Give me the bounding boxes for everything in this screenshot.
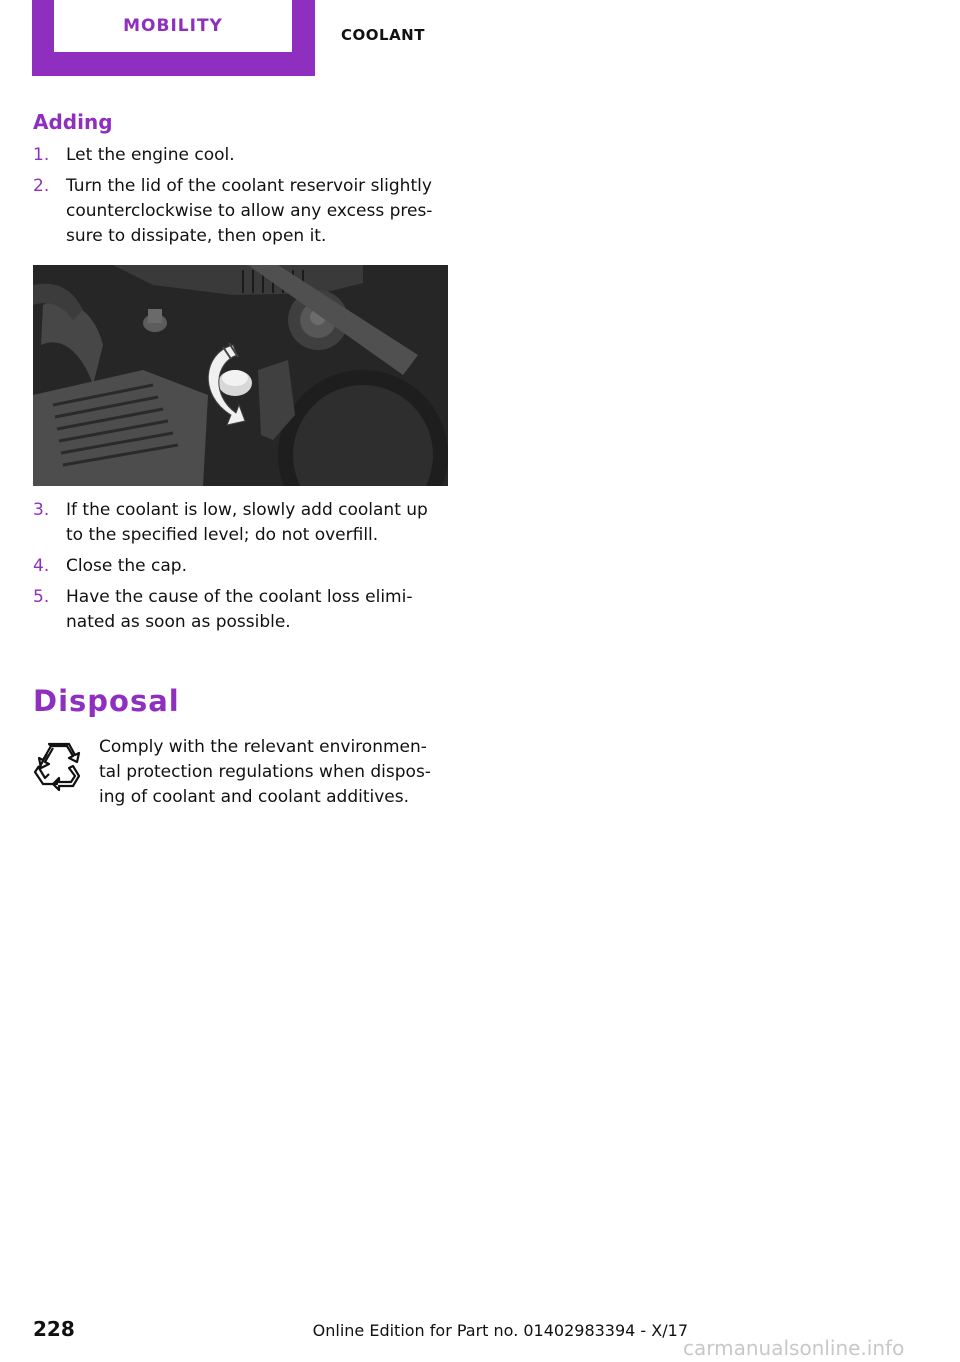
step-number: 1. bbox=[33, 145, 50, 165]
section-heading-disposal: Disposal bbox=[33, 684, 180, 718]
chapter-tab-label: MOBILITY bbox=[123, 16, 223, 36]
steps-list-second bbox=[33, 498, 445, 641]
list-item bbox=[33, 554, 445, 579]
list-item bbox=[33, 498, 445, 548]
step-text: Turn the lid of the coolant reservoir slightly counterclockwise to allow any excess pres‐ sure to dissipate, then open it. bbox=[66, 176, 433, 246]
list-item bbox=[33, 585, 445, 635]
chapter-tab bbox=[32, 0, 315, 76]
step-text: Have the cause of the coolant loss elimi‐ nated as soon as possible. bbox=[66, 587, 413, 632]
step-text: Let the engine cool. bbox=[66, 145, 235, 165]
step-text: Close the cap. bbox=[66, 556, 187, 576]
step-number: 4. bbox=[33, 556, 50, 576]
steps-list-first bbox=[33, 143, 445, 255]
disposal-text: Comply with the relevant environmen‐ tal protection regulations when dispos‐ ing of coolant and coolant additives. bbox=[99, 737, 431, 807]
watermark: carmanualsonline.info bbox=[683, 1336, 905, 1360]
section-heading-adding: Adding bbox=[33, 110, 113, 134]
step-number: 2. bbox=[33, 176, 50, 196]
engine-bay-illustration bbox=[33, 265, 448, 486]
chapter-title: COOLANT bbox=[341, 26, 425, 44]
step-number: 3. bbox=[33, 500, 50, 520]
engine-bay-photo bbox=[33, 265, 448, 486]
footer-edition: Online Edition for Part no. 01402983394 - X/17 bbox=[312, 1321, 688, 1340]
recycle-icon bbox=[33, 740, 85, 792]
step-text: If the coolant is low, slowly add coolant up to the specified level; do not overfill. bbox=[66, 500, 428, 545]
list-item bbox=[33, 174, 445, 249]
step-number: 5. bbox=[33, 587, 50, 607]
page-number: 228 bbox=[33, 1317, 75, 1341]
chapter-tab-inner bbox=[54, 0, 292, 52]
list-item bbox=[33, 143, 445, 168]
